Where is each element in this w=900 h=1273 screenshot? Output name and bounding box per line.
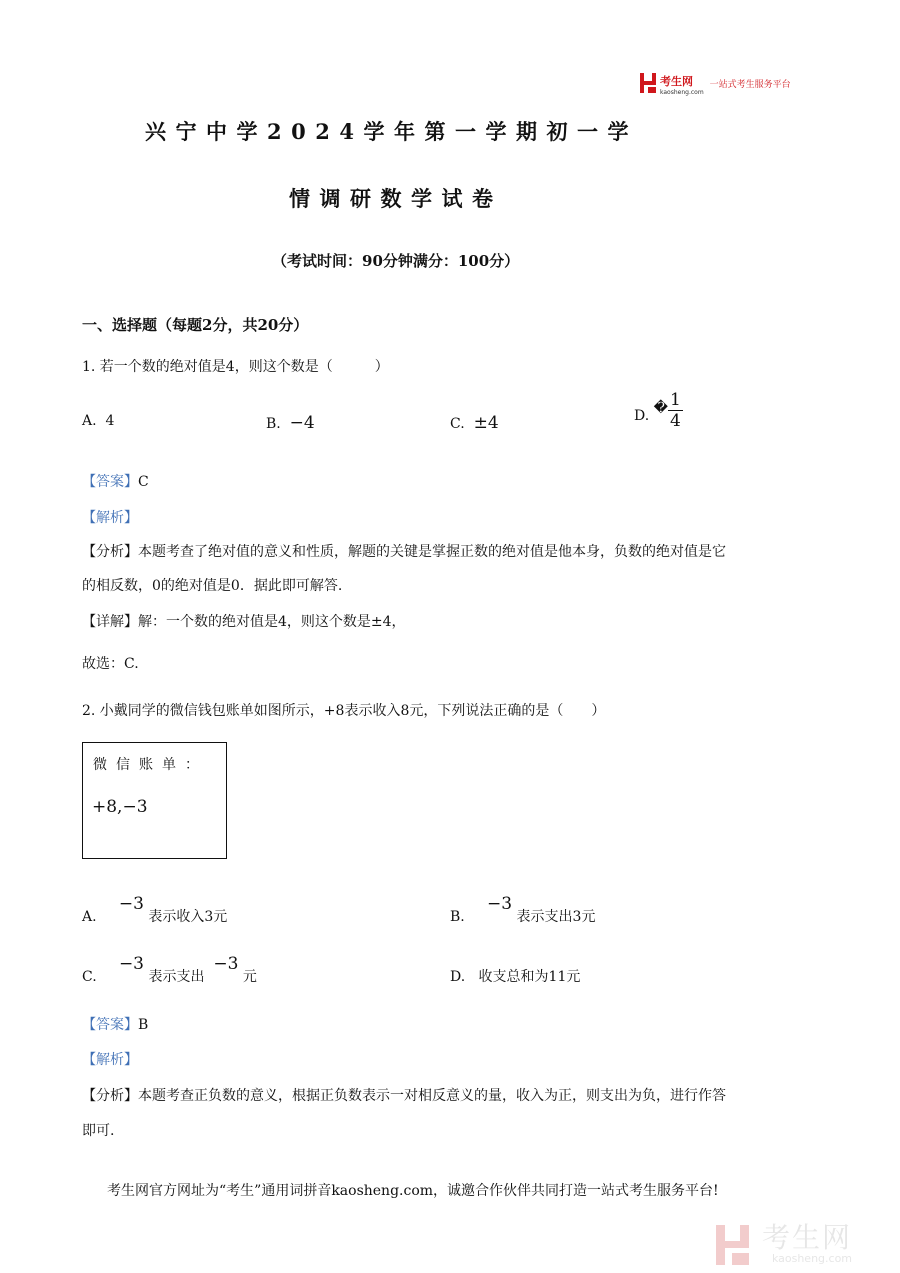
option-text: 表示收入3元 bbox=[148, 909, 228, 925]
option-value: −4 bbox=[289, 413, 315, 433]
option-text: 表示支出3元 bbox=[516, 909, 596, 925]
q1-detail: 【详解】解：一个数的绝对值是4，则这个数是±4， bbox=[82, 614, 406, 630]
q2-analysis-line1: 【分析】本题考查正负数的意义，根据正负数表示一对相反意义的量，收入为正，则支出为负，进行作答 bbox=[82, 1088, 726, 1104]
option-value: −3 bbox=[118, 894, 144, 914]
q2-stem: 2. 小戴同学的微信钱包账单如图所示，+8表示收入8元，下列说法正确的是（ ） bbox=[82, 703, 606, 719]
fraction bbox=[668, 390, 683, 431]
q1-stem: 1. 若一个数的绝对值是4，则这个数是（ ） bbox=[82, 359, 389, 375]
answer-value: C bbox=[138, 474, 149, 490]
option-text: 收支总和为11元 bbox=[478, 969, 581, 985]
option-value: 4 bbox=[105, 413, 115, 429]
q1-option-b bbox=[266, 413, 315, 433]
wechat-bill-title: 微信账单： bbox=[93, 757, 208, 773]
option-label: C. bbox=[82, 969, 97, 985]
q1-analysis-line2: 的相反数，0的绝对值是0．据此即可解答. bbox=[82, 578, 343, 594]
q1-option-a bbox=[82, 413, 114, 429]
q1-option-c bbox=[450, 413, 499, 433]
brand-domain: kaosheng.com bbox=[660, 89, 704, 96]
option-value: −3 bbox=[118, 954, 144, 974]
option-text: 表示支出 bbox=[148, 969, 205, 985]
answer-value: B bbox=[138, 1017, 149, 1033]
q2-option-a bbox=[82, 894, 228, 926]
option-value: ±4 bbox=[473, 413, 499, 433]
brand-name: 考生网 bbox=[660, 75, 693, 88]
brand-slogan: 一站式考生服务平台 bbox=[709, 79, 791, 90]
q2-analysis-line2: 即可. bbox=[82, 1123, 115, 1139]
option-value: −3 bbox=[487, 894, 513, 914]
option-prefix: � bbox=[653, 399, 668, 416]
brand-header bbox=[640, 70, 791, 96]
option-label: A. bbox=[82, 909, 97, 925]
q1-answer bbox=[82, 471, 149, 491]
option-label: B. bbox=[266, 416, 281, 432]
footer-text: 考生网官方网址为“考生”通用词拼音kaosheng.com，诚邀合作伙伴共同打造一站式考生服务平台! bbox=[107, 1183, 719, 1199]
option-value-2: −3 bbox=[213, 954, 239, 974]
answer-tag: 【答案】 bbox=[82, 474, 138, 490]
fraction-denominator: 4 bbox=[670, 411, 681, 431]
watermark-name: 考生网 bbox=[762, 1221, 853, 1254]
q2-analysis-tag: 【解析】 bbox=[82, 1052, 138, 1068]
page-title-line2: 情调研数学试卷 bbox=[289, 186, 503, 211]
exam-info: （考试时间：90分钟满分：100分） bbox=[272, 252, 520, 270]
fraction-numerator: 1 bbox=[670, 390, 681, 410]
wechat-bill-figure bbox=[82, 742, 227, 859]
option-text-2: 元 bbox=[242, 969, 257, 985]
option-label: C. bbox=[450, 416, 465, 432]
watermark-logo-icon bbox=[716, 1225, 756, 1265]
option-label: D. bbox=[450, 969, 466, 985]
q2-option-c bbox=[82, 954, 257, 986]
option-label: A. bbox=[82, 413, 97, 429]
q1-analysis-line1: 【分析】本题考查了绝对值的意义和性质，解题的关键是掌握正数的绝对值是他本身，负数的绝对值是它 bbox=[82, 544, 726, 560]
page-title-line1: 兴宁中学2024学年第一学期初一学 bbox=[145, 119, 638, 144]
q2-answer bbox=[82, 1014, 148, 1034]
answer-tag: 【答案】 bbox=[82, 1017, 138, 1033]
q2-option-d bbox=[450, 966, 580, 986]
option-label: B. bbox=[450, 909, 465, 925]
watermark-text bbox=[762, 1221, 853, 1265]
q1-conclusion: 故选：C. bbox=[82, 656, 139, 672]
q1-option-d bbox=[634, 390, 683, 431]
watermark bbox=[716, 1221, 853, 1265]
kaosheng-logo-icon bbox=[640, 73, 656, 93]
wechat-bill-values: +8,−3 bbox=[92, 797, 148, 817]
section-heading: 一、选择题（每题2分，共20分） bbox=[82, 316, 309, 334]
q1-analysis-tag: 【解析】 bbox=[82, 510, 138, 526]
q2-option-b bbox=[450, 894, 596, 926]
brand-text bbox=[660, 70, 704, 96]
watermark-domain: kaosheng.com bbox=[771, 1252, 853, 1265]
option-label: D. bbox=[634, 407, 650, 424]
